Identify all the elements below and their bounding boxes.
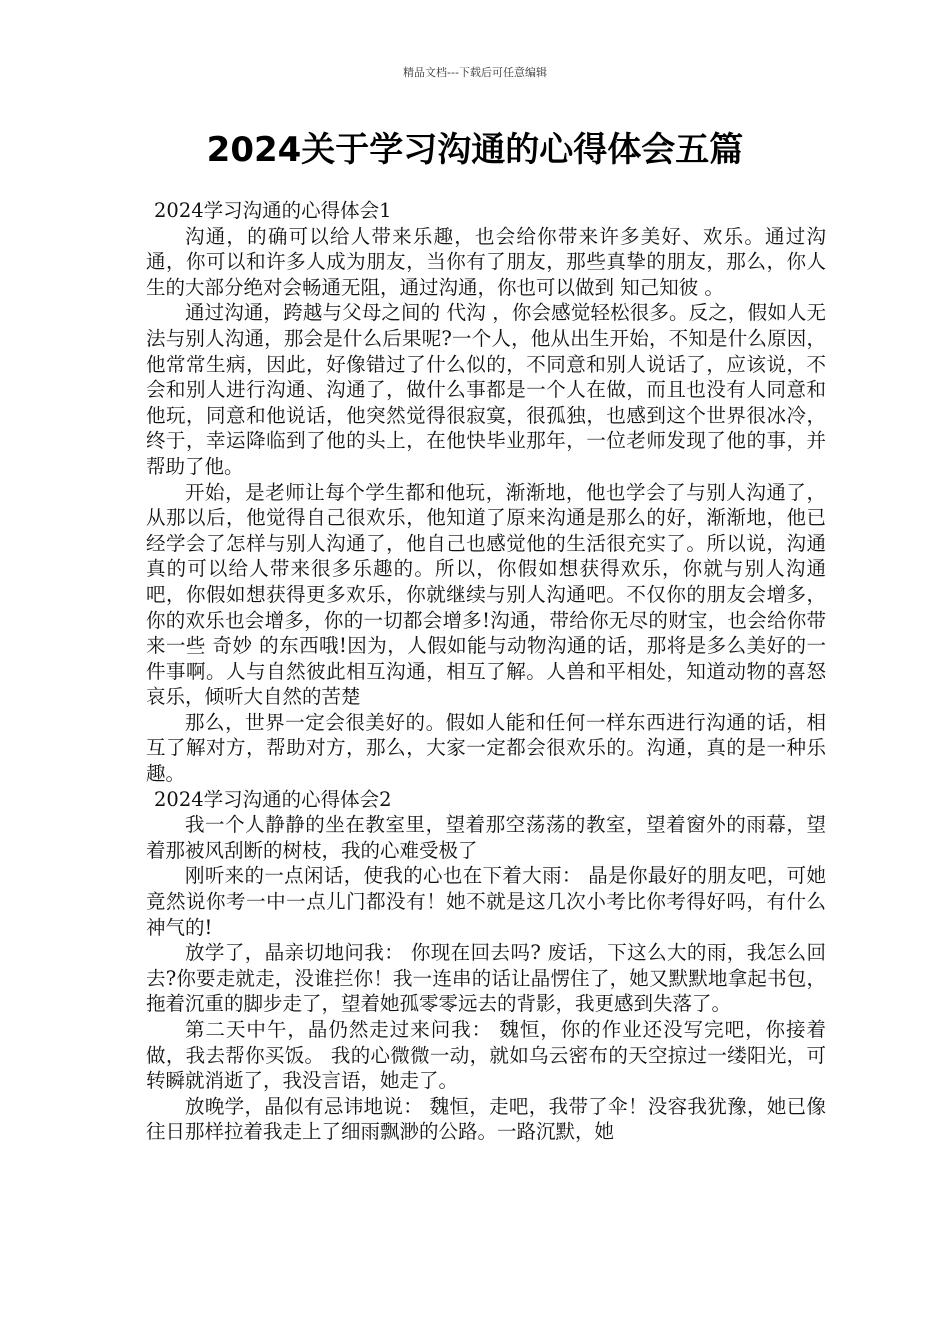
paragraph: 第二天中午，晶仍然走过来问我： 魏恒，你的作业还没写完吧，你接着做，我去帮你买饭。 我的心微微一动，就如乌云密布的天空掠过一缕阳光，可转瞬就消逝了，我没言语，她走了。 — [146, 1018, 826, 1093]
section-heading: 2024学习沟通的心得体会1 — [154, 199, 392, 222]
document-body — [146, 198, 826, 1145]
paragraph: 放晚学，晶似有忌讳地说： 魏恒，走吧，我带了伞！没容我犹豫，她已像往日那样拉着我走上了细雨飘渺的公路。一路沉默，她 — [146, 1094, 826, 1144]
paragraph: 那么，世界一定会很美好的。假如人能和任何一样东西进行沟通的话，相互了解对方，帮助对方，那么，大家一定都会很欢乐的。沟通，真的是一种乐趣。 — [146, 710, 826, 786]
paragraph: 我一个人静静的坐在教室里，望着那空荡荡的教室，望着窗外的雨幕，望着那被风刮断的树枝，我的心难受极了 — [146, 813, 826, 862]
document-title: 2024关于学习沟通的心得体会五篇 — [206, 130, 744, 170]
paragraph: 沟通，的确可以给人带来乐趣，也会给你带来许多美好、欢乐。通过沟通，你可以和许多人成为朋友，当你有了朋友，那些真挚的朋友，那么，你人生的大部分绝对会畅通无阻，通过沟通，你也可以做到 知己知彼 。 — [146, 224, 826, 299]
section-heading: 2024学习沟通的心得体会2 — [154, 787, 392, 811]
paragraph: 放学了，晶亲切地问我： 你现在回去吗? 废话，下这么大的雨，我怎么回去?你要走就走，没谁拦你！我一连串的话让晶愣住了，她又默默地拿起书包，拖着沉重的脚步走了，望着她孤零零远去的背影，我更感到失落了。 — [146, 941, 826, 1016]
paragraph: 刚听来的一点闲话，使我的心也在下着大雨： 晶是你最好的朋友吧，可她竟然说你考一中一点儿门都没有！她不就是这几次小考比你考得好吗，有什么神气的! — [146, 864, 826, 939]
page-header: 精品文档---下载后可任意编辑 — [403, 66, 547, 79]
paragraph: 开始，是老师让每个学生都和他玩，渐渐地，他也学会了与别人沟通了，从那以后，他觉得自己很欢乐，他知道了原来沟通是那么的好，渐渐地，他已经学会了怎样与别人沟通了，他自己也感觉他的生活很充实了。所以说，沟通真的可以给人带来很多乐趣的。所以，你假如想获得欢乐，你就与别人沟通吧，你假如想获得更多欢乐，你就继续与别人沟通吧。不仅你的朋友会增多，你的欢乐也会增多，你的一切都会增多!沟通，带给你无尽的财宝，也会给你带来一些 奇妙 的东西哦!因为，人假如能与动物沟通的话，那将是多么美好的一件事啊。人与自然彼此相互沟通，相互了解。人兽和平相处，知道动物的喜怒哀乐，倾听大自然的苦楚 — [146, 480, 826, 709]
paragraph: 通过沟通，跨越与父母之间的 代沟 ，你会感觉轻松很多。反之，假如人无法与别人沟通，那会是什么后果呢?一个人，他从出生开始，不知是什么原因，他常常生病，因此，好像错过了什么似的，不同意和别人说话了，应该说，不会和别人进行沟通、沟通了，做什么事都是一个人在做，而且也没有人同意和他玩，同意和他说话，他突然觉得很寂寞，很孤独，也感到这个世界很冰冷，终于，幸运降临到了他的头上，在他快毕业那年，一位老师发现了他的事，并帮助了他。 — [146, 301, 826, 478]
